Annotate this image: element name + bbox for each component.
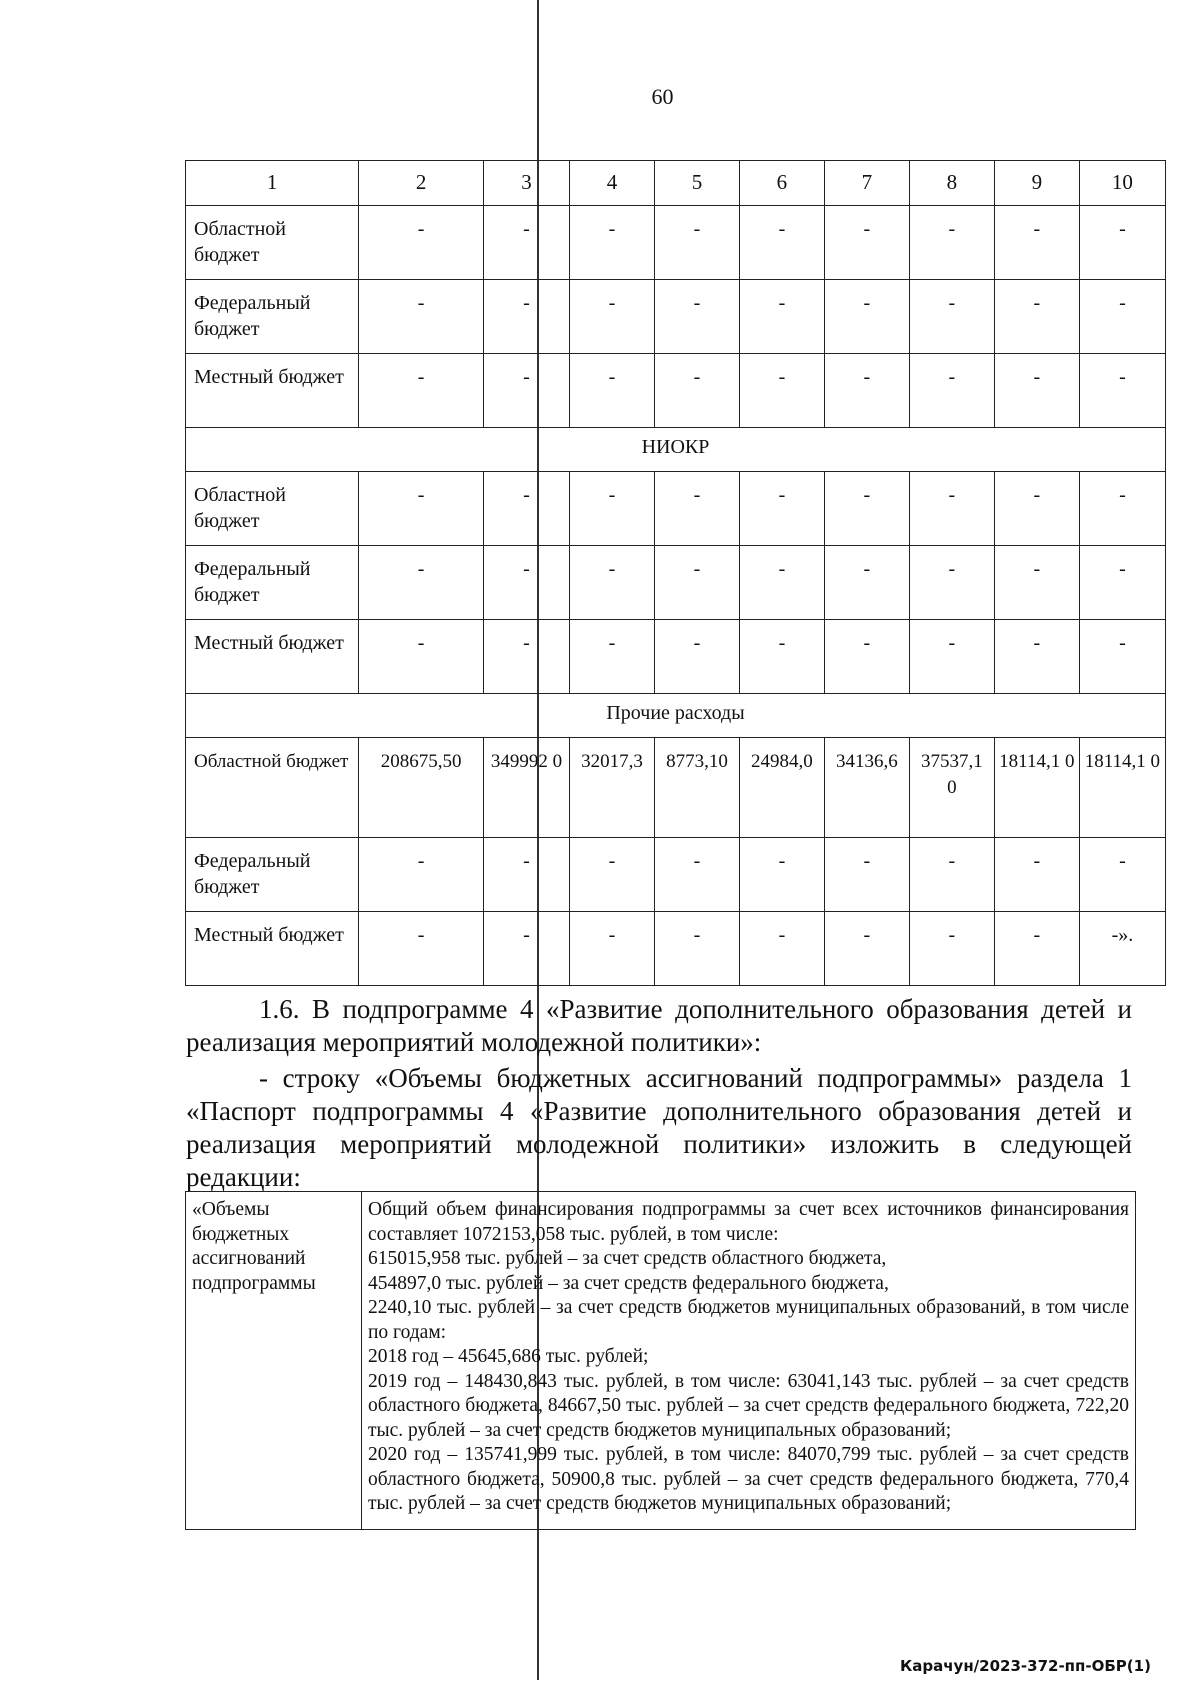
value-cell: - [1079,280,1165,354]
section-title: НИОКР [186,428,1166,472]
value-cell: - [483,838,569,912]
header-row [186,161,1166,206]
value-cell: - [654,472,739,546]
value-cell: - [824,546,909,620]
value-cell: - [359,354,484,428]
section-row [186,694,1166,738]
table-row [186,912,1166,986]
value-cell: - [359,546,484,620]
value-cell: - [1079,472,1165,546]
value-cell: - [654,280,739,354]
table-row [186,620,1166,694]
passport-table [185,1191,1136,1530]
passport-line: 2240,10 тыс. рублей – за счет средств бюджетов муниципальных образований, в том числе по годам: [368,1297,1129,1343]
value-cell: - [909,280,994,354]
paragraph-subprogram-4: 1.6. В подпрограмме 4 «Развитие дополнительного образования детей и реализация мероприятий молодежной политики»: [186,994,1132,1057]
value-cell: - [1079,354,1165,428]
passport-line: 2019 год – 148430,843 тыс. рублей, в том числе: 63041,143 тыс. рублей – за счет средств областного бюджета, 84667,50 тыс. рублей – за счет средств федерального бюджета, 722,20 тыс. рублей – за счет средств бюджетов муниципальных образований; [368,1370,1129,1441]
row-label: Областной бюджет [186,738,359,838]
value-cell: - [359,206,484,280]
section-row [186,428,1166,472]
value-cell: 349992 0 [483,738,569,838]
value-cell: - [994,620,1079,694]
value-cell: - [909,206,994,280]
table-row [186,738,1166,838]
value-cell: - [994,546,1079,620]
value-cell: 208675,50 [359,738,484,838]
value-cell: 37537,1 0 [909,738,994,838]
value-cell: - [483,546,569,620]
paragraph-instruction: - строку «Объемы бюджетных ассигнований подпрограммы» раздела 1 «Паспорт подпрограммы 4 «Развитие дополнительного образования детей и реализация мероприятий молодежной политики» изложить в следующей редакции: [186,1063,1132,1192]
table-row [186,546,1166,620]
row-label: Местный бюджет [186,912,359,986]
column-header: 3 [483,161,569,206]
value-cell: - [359,280,484,354]
value-cell: - [739,280,824,354]
value-cell: - [739,912,824,986]
row-label: Областной бюджет [186,472,359,546]
value-cell: - [824,280,909,354]
value-cell: - [570,206,655,280]
document-code: Карачун/2023-372-пп-ОБР(1) [900,1657,1151,1675]
value-cell: - [359,620,484,694]
value-cell: 8773,10 [654,738,739,838]
value-cell: - [994,206,1079,280]
value-cell: - [994,912,1079,986]
table-row [186,354,1166,428]
value-cell: - [1079,206,1165,280]
passport-content [362,1192,1136,1530]
table-row [186,472,1166,546]
page-number: 60 [651,84,674,109]
passport-line: Общий объем финансирования подпрограммы за счет всех источников финансирования составляет 1072153,058 тыс. рублей, в том числе: [368,1199,1129,1245]
value-cell: 18114,1 0 [994,738,1079,838]
value-cell: -». [1079,912,1165,986]
value-cell: - [654,546,739,620]
value-cell: - [654,354,739,428]
value-cell: - [909,472,994,546]
value-cell: - [739,472,824,546]
section-title: Прочие расходы [186,694,1166,738]
passport-line: 454897,0 тыс. рублей – за счет средств федерального бюджета, [368,1272,889,1294]
value-cell: - [824,912,909,986]
row-label: Федеральный бюджет [186,838,359,912]
value-cell: - [570,280,655,354]
value-cell: - [824,206,909,280]
value-cell: - [483,912,569,986]
value-cell: - [483,280,569,354]
value-cell: - [359,472,484,546]
passport-row [186,1192,1136,1530]
value-cell: - [909,912,994,986]
value-cell: 24984,0 [739,738,824,838]
value-cell: - [994,280,1079,354]
column-header: 2 [359,161,484,206]
value-cell: - [909,354,994,428]
value-cell: - [909,620,994,694]
value-cell: - [739,620,824,694]
value-cell: - [994,354,1079,428]
value-cell: - [654,620,739,694]
column-header: 7 [824,161,909,206]
column-header: 4 [570,161,655,206]
value-cell: 32017,3 [570,738,655,838]
value-cell: 34136,6 [824,738,909,838]
value-cell: 18114,1 0 [1079,738,1165,838]
passport-line: 2020 год – 135741,999 тыс. рублей, в том числе: 84070,799 тыс. рублей – за счет средств областного бюджета, 50900,8 тыс. рублей – за счет средств федерального бюджета, 770,4 тыс. рублей – за счет средств бюджетов муниципальных образований; [368,1444,1129,1514]
passport-label: «Объемы бюджетных ассигнований подпрограммы [186,1192,362,1530]
value-cell: - [824,838,909,912]
column-header: 10 [1079,161,1165,206]
value-cell: - [654,838,739,912]
value-cell: - [994,472,1079,546]
column-header: 9 [994,161,1079,206]
table-row [186,280,1166,354]
row-label: Областной бюджет [186,206,359,280]
value-cell: - [824,472,909,546]
budget-table [185,160,1166,986]
value-cell: - [739,838,824,912]
table-row [186,838,1166,912]
value-cell: - [483,620,569,694]
column-header: 6 [739,161,824,206]
value-cell: - [1079,546,1165,620]
value-cell: - [909,838,994,912]
value-cell: - [1079,838,1165,912]
value-cell: - [359,838,484,912]
value-cell: - [654,206,739,280]
value-cell: - [570,912,655,986]
row-label: Федеральный бюджет [186,280,359,354]
value-cell: - [824,354,909,428]
table-row [186,206,1166,280]
value-cell: - [570,838,655,912]
row-label: Местный бюджет [186,354,359,428]
passport-line: 2018 год – 45645,686 тыс. рублей; [368,1346,649,1367]
value-cell: - [570,546,655,620]
value-cell: - [739,546,824,620]
passport-line: 615015,958 тыс. рублей – за счет средств областного бюджета, [368,1248,887,1269]
value-cell: - [570,354,655,428]
value-cell: - [570,472,655,546]
value-cell: - [483,354,569,428]
column-header: 8 [909,161,994,206]
value-cell: - [994,838,1079,912]
value-cell: - [909,546,994,620]
value-cell: - [483,472,569,546]
row-label: Федеральный бюджет [186,546,359,620]
column-header: 1 [186,161,359,206]
row-label: Местный бюджет [186,620,359,694]
value-cell: - [570,620,655,694]
value-cell: - [739,206,824,280]
value-cell: - [824,620,909,694]
value-cell: - [654,912,739,986]
column-header: 5 [654,161,739,206]
value-cell: - [739,354,824,428]
value-cell: - [359,912,484,986]
value-cell: - [1079,620,1165,694]
value-cell: - [483,206,569,280]
